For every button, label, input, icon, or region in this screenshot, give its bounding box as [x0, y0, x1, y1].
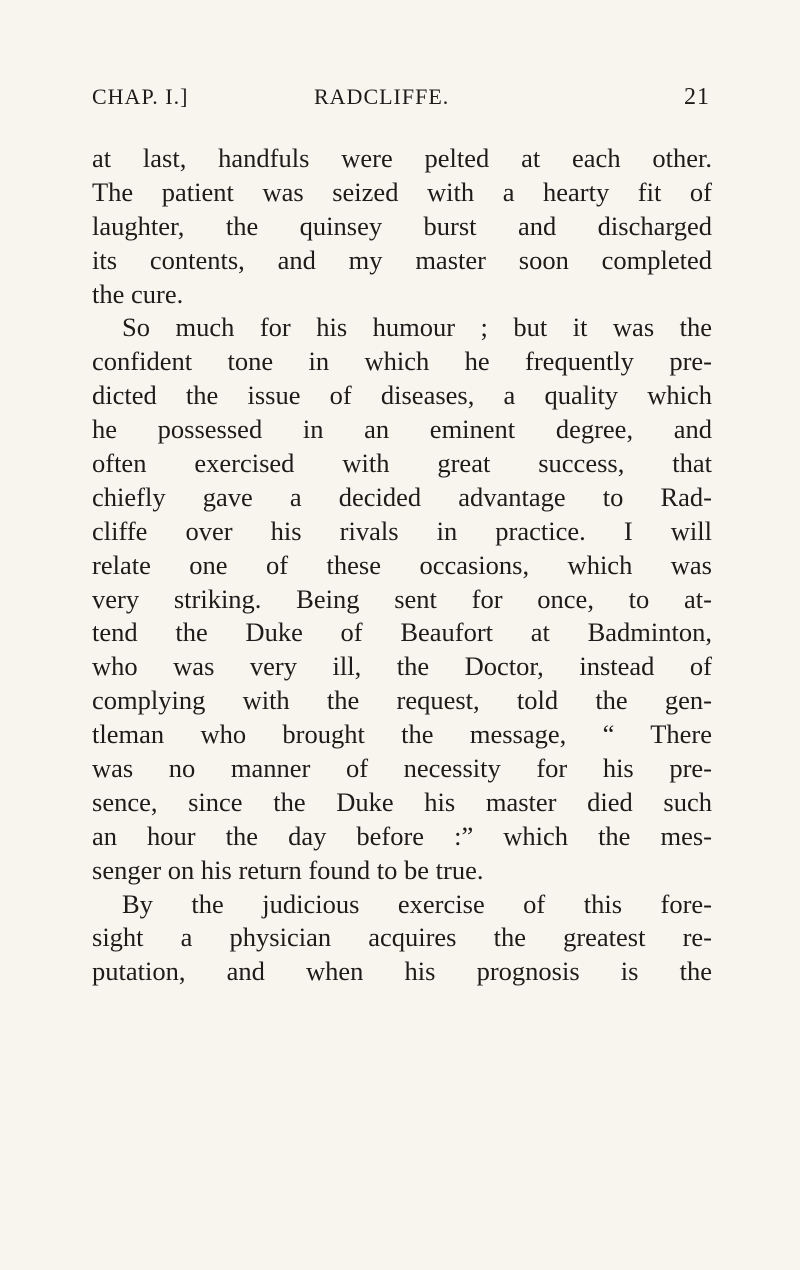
text-line: at last, handfuls were pelted at each other. [92, 143, 712, 173]
text-line: dicted the issue of diseases, a quality which [92, 380, 712, 411]
text-line: By the judicious exercise of this fore- [122, 888, 712, 919]
text-line: chiefly gave a decided advantage to Rad- [92, 481, 712, 512]
running-title: RADCLIFFE. [314, 84, 450, 109]
text-line: putation, and when his prognosis is the [92, 956, 712, 987]
text-line: senger on his return found to be true. [92, 854, 484, 885]
text-line: tleman who brought the message, “ There [92, 719, 712, 750]
text-line: often exercised with great success, that [92, 448, 712, 479]
text-line: its contents, and my master soon completed [92, 244, 712, 275]
text-line: The patient was seized with a hearty fit of [92, 176, 712, 207]
text-line: laughter, the quinsey burst and discharged [92, 210, 712, 241]
text-line: sence, since the Duke his master died such [92, 786, 712, 817]
text-line: tend the Duke of Beaufort at Badminton, [92, 617, 712, 648]
text-line: So much for his humour ; but it was the [122, 312, 712, 343]
text-line: the cure. [92, 278, 184, 309]
text-line: was no manner of necessity for his pre- [92, 753, 712, 784]
text-line: who was very ill, the Doctor, instead of [92, 651, 712, 682]
text-line: very striking. Being sent for once, to at- [92, 583, 712, 614]
text-line: sight a physician acquires the greatest re- [92, 922, 712, 953]
running-head [92, 84, 710, 114]
text-line: cliffe over his rivals in practice. I will [92, 515, 712, 546]
text-line: he possessed in an eminent degree, and [92, 414, 712, 445]
chapter-marker: CHAP. I.] [92, 84, 189, 109]
text-line: relate one of these occasions, which was [92, 549, 712, 580]
page-number: 21 [684, 84, 710, 110]
text-line: an hour the day before :” which the mes- [92, 820, 712, 851]
text-line: complying with the request, told the gen- [92, 685, 712, 716]
text-line: confident tone in which he frequently pre- [92, 346, 712, 377]
body-text [92, 142, 712, 989]
